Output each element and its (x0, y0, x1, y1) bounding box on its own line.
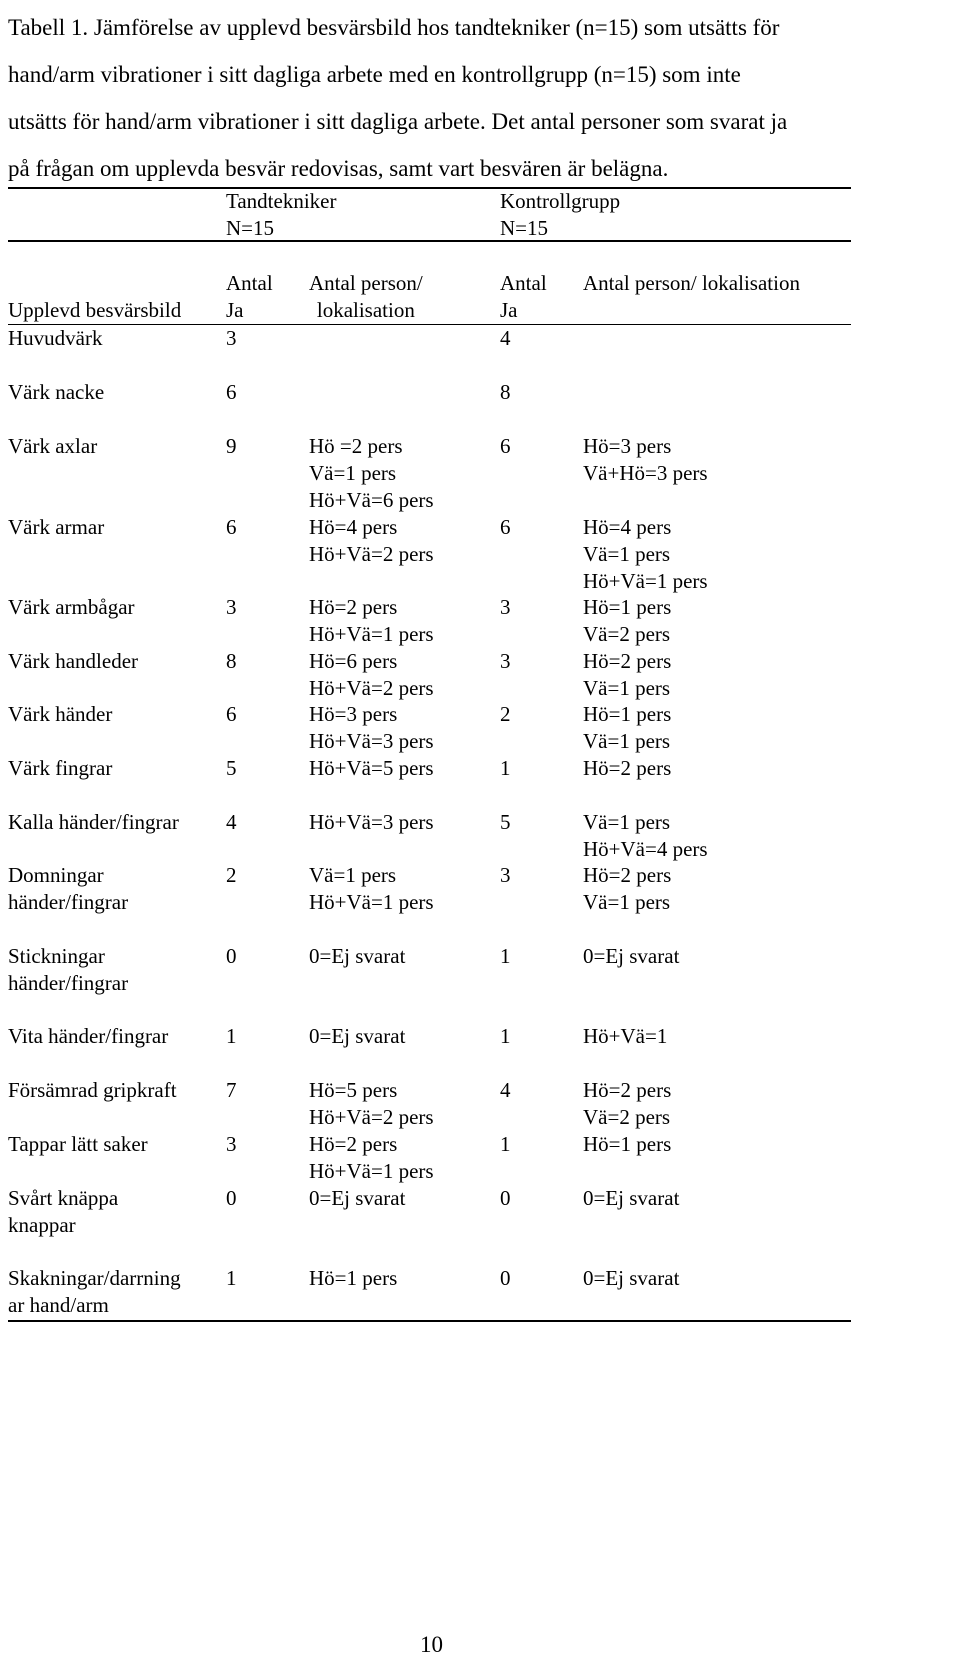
cell-kontroll-antal-ja: 2 (500, 702, 511, 726)
cell-tandtekniker-antal-ja: 8 (226, 649, 237, 673)
cell-tandtekniker-lokalisation: 0=Ej svarat (309, 944, 406, 968)
cell-kontroll-lokalisation: Hö=2 pers (583, 756, 672, 780)
cell-symptom: Värk armar (8, 515, 105, 539)
cell-tandtekniker-lokalisation: Hö=2 pers Hö+Vä=1 pers (309, 595, 434, 646)
cell-tandtekniker-lokalisation: Vä=1 pers Hö+Vä=1 pers (309, 863, 434, 914)
column-header-rule (8, 324, 851, 325)
cell-kontroll-lokalisation: Vä=1 pers Hö+Vä=4 pers (583, 810, 708, 861)
cell-symptom: Svårt knäppa knappar (8, 1186, 119, 1237)
cell-tandtekniker-antal-ja: 9 (226, 434, 237, 458)
cell-tandtekniker-lokalisation: Hö=6 pers Hö+Vä=2 pers (309, 649, 434, 700)
cell-kontroll-antal-ja: 3 (500, 863, 511, 887)
cell-kontroll-lokalisation: Hö=1 pers Vä=2 pers (583, 595, 672, 646)
cell-kontroll-antal-ja: 1 (500, 1132, 511, 1156)
cell-kontroll-lokalisation: 0=Ej svarat (583, 944, 680, 968)
cell-symptom: Domningar händer/fingrar (8, 863, 129, 914)
cell-symptom: Värk armbågar (8, 595, 135, 619)
cell-tandtekniker-lokalisation: Hö =2 pers Vä=1 pers Hö+Vä=6 pers (309, 434, 434, 512)
table-caption: Tabell 1. Jämförelse av upplevd besvärsbild hos tandtekniker (n=15) som utsätts för hand/arm vibrationer i sitt dagliga arbete med en kontrollgrupp (n=15) som inte utsätts för hand/arm vibrationer i sitt dagliga arbete. Det antal personer som svarat ja på frågan om upplevda besvär redovisas, samt vart besvären är belägna. (8, 15, 788, 181)
cell-tandtekniker-antal-ja: 3 (226, 595, 237, 619)
cell-kontroll-lokalisation: Hö=2 pers Vä=1 pers (583, 649, 672, 700)
cell-kontroll-lokalisation: Hö=2 pers Vä=1 pers (583, 863, 672, 914)
cell-tandtekniker-lokalisation: Hö=5 pers Hö+Vä=2 pers (309, 1078, 434, 1129)
cell-tandtekniker-lokalisation: Hö+Vä=3 pers (309, 810, 434, 834)
cell-symptom: Värk fingrar (8, 756, 113, 780)
cell-tandtekniker-antal-ja: 1 (226, 1024, 237, 1048)
cell-tandtekniker-antal-ja: 1 (226, 1266, 237, 1290)
cell-kontroll-antal-ja: 1 (500, 756, 511, 780)
cell-tandtekniker-antal-ja: 0 (226, 944, 237, 968)
column-header-antal-ja-tandtekniker: Antal Ja (226, 271, 273, 322)
cell-kontroll-antal-ja: 6 (500, 434, 511, 458)
cell-symptom: Vita händer/fingrar (8, 1024, 169, 1048)
cell-tandtekniker-antal-ja: 0 (226, 1186, 237, 1210)
page-number: 10 (420, 1632, 443, 1657)
cell-kontroll-lokalisation: Hö=1 pers (583, 1132, 672, 1156)
cell-tandtekniker-lokalisation: Hö=1 pers (309, 1266, 398, 1290)
cell-tandtekniker-lokalisation: 0=Ej svarat (309, 1186, 406, 1210)
cell-symptom: Tappar lätt saker (8, 1132, 148, 1156)
table-top-rule (8, 187, 851, 189)
cell-tandtekniker-antal-ja: 2 (226, 863, 237, 887)
column-header-lokalisation-kontroll: Antal person/ lokalisation (583, 271, 800, 295)
cell-tandtekniker-lokalisation: Hö=3 pers Hö+Vä=3 pers (309, 702, 434, 753)
cell-tandtekniker-lokalisation: Hö+Vä=5 pers (309, 756, 434, 780)
cell-kontroll-antal-ja: 6 (500, 515, 511, 539)
cell-kontroll-antal-ja: 1 (500, 1024, 511, 1048)
cell-kontroll-antal-ja: 0 (500, 1186, 511, 1210)
cell-tandtekniker-antal-ja: 3 (226, 326, 237, 350)
cell-tandtekniker-lokalisation: Hö=2 pers Hö+Vä=1 pers (309, 1132, 434, 1183)
cell-kontroll-lokalisation: 0=Ej svarat (583, 1186, 680, 1210)
group-header-rule (8, 240, 851, 242)
group-header-kontrollgrupp: Kontrollgrupp N=15 (500, 189, 621, 240)
cell-kontroll-antal-ja: 1 (500, 944, 511, 968)
table-bottom-rule (8, 1320, 851, 1322)
cell-tandtekniker-antal-ja: 5 (226, 756, 237, 780)
cell-tandtekniker-antal-ja: 4 (226, 810, 237, 834)
cell-symptom: Värk händer (8, 702, 113, 726)
column-header-lokalisation-tandtekniker: Antal person/ lokalisation (309, 271, 423, 322)
cell-kontroll-antal-ja: 4 (500, 1078, 511, 1102)
cell-kontroll-lokalisation: Hö=4 pers Vä=1 pers Hö+Vä=1 pers (583, 515, 708, 593)
cell-kontroll-lokalisation: Hö=3 pers Vä+Hö=3 pers (583, 434, 708, 485)
column-header-symptom: Upplevd besvärsbild (8, 298, 182, 322)
column-header-antal-ja-kontroll: Antal Ja (500, 271, 547, 322)
cell-tandtekniker-lokalisation: 0=Ej svarat (309, 1024, 406, 1048)
cell-kontroll-lokalisation: Hö=1 pers Vä=1 pers (583, 702, 672, 753)
cell-symptom: Stickningar händer/fingrar (8, 944, 129, 995)
cell-kontroll-antal-ja: 0 (500, 1266, 511, 1290)
cell-tandtekniker-antal-ja: 6 (226, 515, 237, 539)
cell-kontroll-antal-ja: 3 (500, 649, 511, 673)
cell-tandtekniker-antal-ja: 7 (226, 1078, 237, 1102)
cell-symptom: Kalla händer/fingrar (8, 810, 179, 834)
cell-kontroll-lokalisation: 0=Ej svarat (583, 1266, 680, 1290)
cell-kontroll-antal-ja: 4 (500, 326, 511, 350)
cell-symptom: Värk handleder (8, 649, 139, 673)
cell-kontroll-lokalisation: Hö=2 pers Vä=2 pers (583, 1078, 672, 1129)
cell-tandtekniker-antal-ja: 6 (226, 380, 237, 404)
cell-kontroll-lokalisation: Hö+Vä=1 (583, 1024, 668, 1048)
cell-symptom: Skakningar/darrning ar hand/arm (8, 1266, 181, 1317)
cell-symptom: Värk nacke (8, 380, 105, 404)
cell-kontroll-antal-ja: 5 (500, 810, 511, 834)
group-header-tandtekniker: Tandtekniker N=15 (226, 189, 337, 240)
cell-kontroll-antal-ja: 8 (500, 380, 511, 404)
cell-symptom: Värk axlar (8, 434, 98, 458)
cell-tandtekniker-antal-ja: 3 (226, 1132, 237, 1156)
cell-kontroll-antal-ja: 3 (500, 595, 511, 619)
cell-symptom: Försämrad gripkraft (8, 1078, 177, 1102)
cell-tandtekniker-antal-ja: 6 (226, 702, 237, 726)
cell-tandtekniker-lokalisation: Hö=4 pers Hö+Vä=2 pers (309, 515, 434, 566)
cell-symptom: Huvudvärk (8, 326, 103, 350)
